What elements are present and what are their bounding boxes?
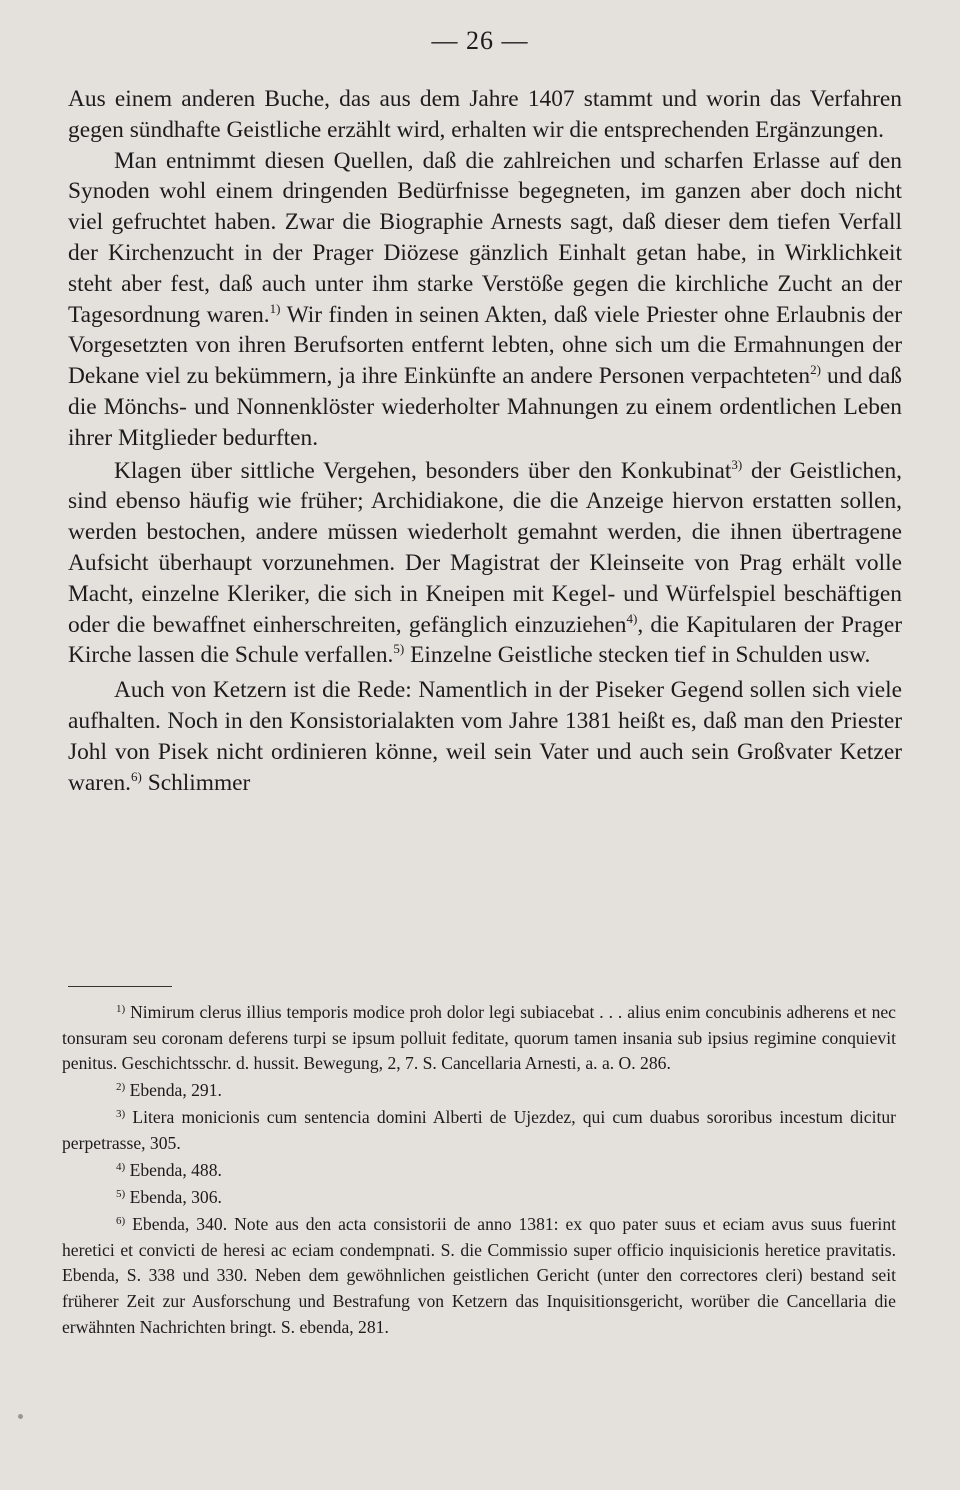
paragraph-2 <box>68 146 902 454</box>
footnote-ref-4[interactable]: 4) <box>626 610 638 626</box>
paragraph-3 <box>68 456 902 672</box>
paragraph-4-text-b: Schlimmer <box>147 769 251 796</box>
footnote-ref-3[interactable]: 3) <box>731 456 743 472</box>
footnote-5-text: Ebenda, 306. <box>129 1187 222 1208</box>
footnote-2-text: Ebenda, 291. <box>129 1080 222 1101</box>
footnote-ref-1[interactable]: 1) <box>269 300 281 316</box>
footnote-ref-2[interactable]: 2) <box>810 362 821 378</box>
paragraph-2-text-b: Wir finden in seinen Akten, daß viele Priester ohne Erlaubnis der Vorgesetzten von ihren Berufsorten entfernt lebten, ohne sich um die Ermahnungen der Dekane viel zu bekümmern, ja ihre Einkünfte an andere Personen verpachteten <box>68 301 902 390</box>
paragraph-1-text: Aus einem anderen Buche, das aus dem Jahre 1407 stammt und worin das Verfahren gegen sündhafte Geistliche erzählt wird, erhalten wir die entsprechenden Ergänzungen. <box>68 86 902 143</box>
footnote-3-mark: 3) <box>116 1108 126 1121</box>
footnote-6 <box>62 1212 896 1340</box>
footnote-1-text: Nimirum clerus illius temporis modice proh dolor legi subiacebat . . . alius enim concubinis adherens et nec tonsuram seu coronam deferens turpi se ipsum polluit feditate, quorum tamen insania sub ipsius regimine conquievit penitus. Geschichtsschr. d. hussit. Bewegung, 2, 7. S. Cancellaria Arnesti, a. a. O. 286. <box>62 1002 896 1074</box>
paragraph-1 <box>68 84 902 146</box>
footnote-2-mark: 2) <box>116 1081 126 1094</box>
paragraph-2-text-a: Man entnimmt diesen Quellen, daß die zahlreichen und scharfen Erlasse auf den Synoden wohl einem dringenden Bedürfnisse begegneten, im ganzen aber doch nicht viel gefruchtet haben. Zwar die Biographie Arnests sagt, daß dieser dem tiefen Verfall der Kirchenzucht in der Prager Diözese gänzlich Einhalt getan habe, in Wirklichkeit steht aber fest, daß auch unter ihm starke Verstöße gegen die kirchliche Zucht an der Tagesordnung waren. <box>68 147 902 328</box>
footnote-4 <box>62 1158 896 1184</box>
paragraph-3-text-d: Einzelne Geistliche stecken tief in Schulden usw. <box>410 642 871 669</box>
paragraph-2-text-c: und daß die Mönchs- und Nonnenklöster wiederholter Mahnungen zu einem ordentlichen Leben ihrer Mitglieder bedurften. <box>68 363 902 451</box>
footnotes <box>62 1000 896 1342</box>
footnote-3 <box>62 1105 896 1156</box>
footnote-6-text: Ebenda, 340. Note aus den acta consistorii de anno 1381: ex quo pater suus et eciam avus suus fuerint heretici et convicti de heresi ac eciam condempnati. S. die Commissio super officio inquisicionis heretice pravitatis. Ebenda, S. 338 und 330. Neben dem gewöhnlichen geistlichen Gericht (unter den correctores cleri) bestand seit früherer Zeit zur Ausforschung und Bestrafung von Ketzern das Inquisitionsgericht, worüber die Cancellaria die erwähnten Nachrichten bringt. S. ebenda, 281. <box>62 1214 897 1337</box>
footnote-6-mark: 6) <box>116 1215 126 1228</box>
paper-speck <box>18 1414 23 1419</box>
footnote-4-text: Ebenda, 488. <box>129 1160 222 1181</box>
paragraph-4 <box>68 675 902 798</box>
footnote-divider <box>68 986 172 987</box>
footnote-1-mark: 1) <box>116 1003 126 1015</box>
footnote-4-mark: 4) <box>116 1161 126 1174</box>
paragraph-3-text-b: der Geistlichen, sind ebenso häufig wie früher; Archidiakone, die die Anzeige hiervon erstatten sollen, werden bestochen, andere müssen wiederholt gemahnt werden, die ihnen übertragene Aufsicht überhaupt vorzunehmen. Der Magistrat der Kleinseite von Prag erhält volle Macht, einzelne Kleriker, die sich in Kneipen mit Kegel- und Würfelspiel beschäftigen oder die bewaffnet einherschreiten, gefänglich einzuziehen <box>68 457 902 638</box>
footnote-5-mark: 5) <box>116 1188 126 1201</box>
page-number: — 26 — <box>431 26 529 55</box>
footnote-1 <box>62 1000 896 1077</box>
footnote-3-text: Litera monicionis cum sentencia domini Alberti de Ujezdez, qui cum duabus sororibus incestum dicitur perpetrasse, 305. <box>62 1107 897 1153</box>
footnote-ref-6[interactable]: 6) <box>131 768 142 784</box>
footnote-5 <box>62 1185 896 1211</box>
paragraph-3-text-c: , die Kapitularen der Prager Kirche lassen die Schule verfallen. <box>68 611 903 669</box>
body-text <box>68 84 902 798</box>
footnote-2 <box>62 1078 896 1104</box>
paragraph-3-text-a: Klagen über sittliche Vergehen, besonders über den Konkubinat <box>114 457 732 484</box>
footnote-ref-5[interactable]: 5) <box>393 641 405 657</box>
paragraph-4-text-a: Auch von Ketzern ist die Rede: Namentlich in der Piseker Gegend sollen sich viele aufhalten. Noch in den Konsistorialakten vom Jahre 1381 heißt es, daß man den Priester Johl von Pisek nicht ordinieren könne, weil sein Vater und auch sein Großvater Ketzer waren. <box>68 677 902 796</box>
